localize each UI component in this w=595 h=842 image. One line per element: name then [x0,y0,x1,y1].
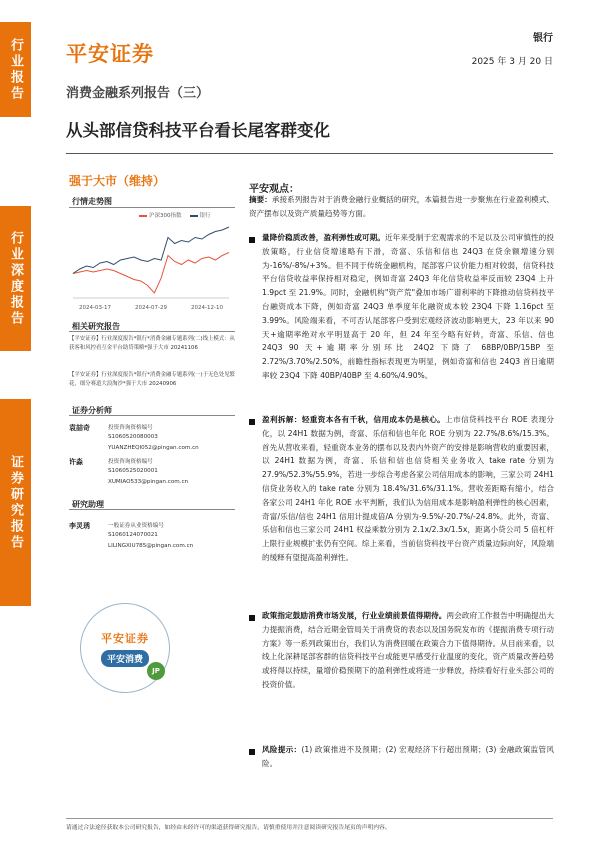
analyst-cert-label: 投资咨询资格编号 [108,459,153,465]
analyst-name: 袁喆奇 [69,424,90,432]
assistant-cert-number: S1060124070021 [108,532,158,538]
sidebar-label: 行业报告 [8,37,23,102]
legend-label: 银行 [199,213,211,219]
analyst-divider [69,415,235,416]
assistant-email[interactable]: LILINGXIU785@pingan.com.cn [108,543,194,549]
assistant-cert-label: 一般证券从业资格编号 [108,523,164,529]
series-line-bank [73,227,229,274]
brand-stamp [80,603,170,693]
bullet-icon [249,419,255,425]
analyst-cert-label: 投资咨询资格编号 [108,425,153,431]
trend-heading: 行情走势图 [72,197,112,206]
analyst-email[interactable]: YUANZHEQI052@pingan.com.cn [108,445,199,451]
legend-label: 沪深300指数 [149,213,182,219]
stamp-banner: 平安消费 [101,650,149,667]
analyst-cert-number: S1060525020001 [108,468,158,474]
footer-divider [66,818,553,819]
related-divider [69,331,235,332]
summary-label: 摘要： [249,195,272,204]
x-tick-label: 2024-07-29 [135,305,167,311]
report-headline: 从头部信贷科技平台看长尾客群变化 [66,121,330,140]
point-paragraph [262,231,554,383]
summary-text: 承接系列报告对于消费金融行业概括的研究，本篇报告进一步聚焦在行业盈利模式、资产摆布以及资产质量趋势等方面。 [249,195,555,218]
point-title: 政策指定鼓励消费市场发展，行业业绩前景值得期待。 [262,611,447,620]
points-heading: 平安观点： [249,184,299,195]
rating-label: 强于大市（维持） [69,174,166,188]
sidebar-industry-report [0,22,31,117]
analyst-name: 许淼 [69,458,83,466]
point-title: 盈利拆解：轻重资本各有千秋，信用成本仍是核心。 [262,415,446,424]
bullet-icon [249,749,255,755]
assistant-heading: 研究助理 [72,500,104,509]
assistant-divider [69,509,235,510]
risk-title: 风险提示： [262,745,302,754]
footer-disclaimer: 请通过合法途径获取本公司研究报告，如经由未经许可的渠道获得研究报告，请慎重使用并注意阅读研究报告尾页的声明内容。 [66,825,391,831]
risk-paragraph [262,743,554,771]
related-item[interactable]: 【平安证券】行业深度报告*银行*消费金融专题系列(二)线上模式：从获客和风控看互金平台助贷策略*强于大市 20241106 [69,336,235,351]
point-paragraph [262,609,554,692]
header-divider [66,153,553,154]
report-date: 2025 年 3 月 20 日 [471,57,553,67]
assistant-name: 李灵琇 [69,522,90,530]
point-paragraph [262,413,554,565]
risk-text: (1) 政策推进不及预期；(2) 宏观经济下行超出预期；(3) 金融政策监管风险。 [262,745,554,768]
point-title: 量降价稳质改善，盈利弹性或可期。 [262,233,385,242]
report-category: 银行 [533,33,553,44]
sidebar-securities-research [0,399,31,606]
bullet-icon [249,237,255,243]
analyst-email[interactable]: XUMIAO533@pingan.com.cn [108,479,189,485]
series-line-hs300 [73,253,229,294]
report-series: 消费金融系列报告（三） [66,86,210,101]
stamp-badge: JP [147,662,165,680]
stamp-text: 平安证券 [101,631,149,645]
bullet-icon [249,615,255,621]
company-logo: 平安证券 [66,42,154,66]
related-heading: 相关研究报告 [72,322,120,331]
point-text: 两会政府工作报告中明确提出大力提振消费，结合近期金管局关于消费贷的表态以及国务院发布的《提振消费专项行动方案》等一系列政策出台，我们认为消费回暖在政策合力下值得期待。从目前来看，以线上化深耕尾部客群的信贷科技平台或能更早感受行业温度的变化，资产质量改善趋势或将得以持续，量增价稳预期下的盈利弹性或将进一步释放，持续看好行业头部公司的投资价值。 [262,611,555,689]
x-tick-label: 2024-03-17 [79,305,111,311]
related-item[interactable]: 【平安证券】行业深度报告*银行*消费金融专题系列(一)于无色处见繁花，细分赛道大浪淘沙*强于大市 20240906 [69,372,235,387]
sidebar-label: 行业深度报告 [8,230,23,327]
analyst-heading: 证券分析师 [72,406,112,415]
sidebar-industry-deep-report [0,206,31,351]
analyst-cert-number: S1060520080003 [108,434,158,440]
summary-paragraph [249,193,554,221]
sidebar-label: 证券研究报告 [8,454,23,551]
point-text: 近年来受制于宏观需求的不足以及公司审慎性的投放策略，行业信贷增速略有下滑，奇富、乐信和信也 24Q3 在贷余额增速分别为-16%/-8%/+3%。但不同于传统金融机构，尾部客户议价能力相对较弱，信贷科技平台信贷收益率保持相对稳定，例如奇富 24Q3 年化信贷收益率反而较 23Q4 上升 1.9pct 至 21.9%。同时，金融机构"资产荒"叠加市场广谱利率的下降推动信贷科技平台融资成本下降，例如奇富 24Q3 单季度年化融资成本较 23Q4 下降 1.16pct 至 3.99%。风险端来看，不可否认尾部客户受到宏观经济波动影响更大，23 年以来 90 天+逾期率绝对水平明显高于 20 年，但 24 年至今略有好转，奇富、乐信、信也 24Q3 90 天+逾期率分别环比 24Q2 下降了 68BP/0BP/15BP 至 2.72%/3.70%/2.50%，前瞻性指标表现更为明显，例如奇富和信也 24Q3 首日逾期率较 23Q4 下降 40BP/40BP 至 4.60%/4.90%。 [262,233,554,380]
point-text: 上市信贷科技平台 ROE 表现分化，以 24H1 数据为例，奇富、乐信和信也年化 ROE 分别为 22.7%/8.6%/15.3%。首先从营收来看，轻重资本业务的摆布以及表内外资产的安排是影响营收的重要因素，以 24H1 数据为例，奇富、乐信和信也信贷相关业务收入 take rate 分别为 27.9%/52.3%/55.9%，若进一步综合考虑各家公司信用成本的影响，三家公司 24H1 信贷业务收入的 take rate 分别为 18.4%/31.6%/31.1%。营收差距略有缩小，结合各家公司 24H1 年化 ROE 水平判断，我们认为信用成本是影响盈利弹性的核心因素，奇富/乐信/信也 24H1 信用计提成倍/A 分别为-9.5%/-20.7%/-24.8%。此外，奇富、乐信和信也三家公司 24H1 权益乘数分别为 2.1x/2.3x/1.5x，距离小贷公司 5 倍杠杆上限行业规模扩张仍有空间。综上来看，当前信贷科技平台资产质量边际向好，风险端的缓释有望提高盈利弹性。 [262,415,554,562]
trend-divider [69,207,235,208]
trend-chart [69,210,235,313]
x-tick-label: 2024-12-10 [191,305,223,311]
